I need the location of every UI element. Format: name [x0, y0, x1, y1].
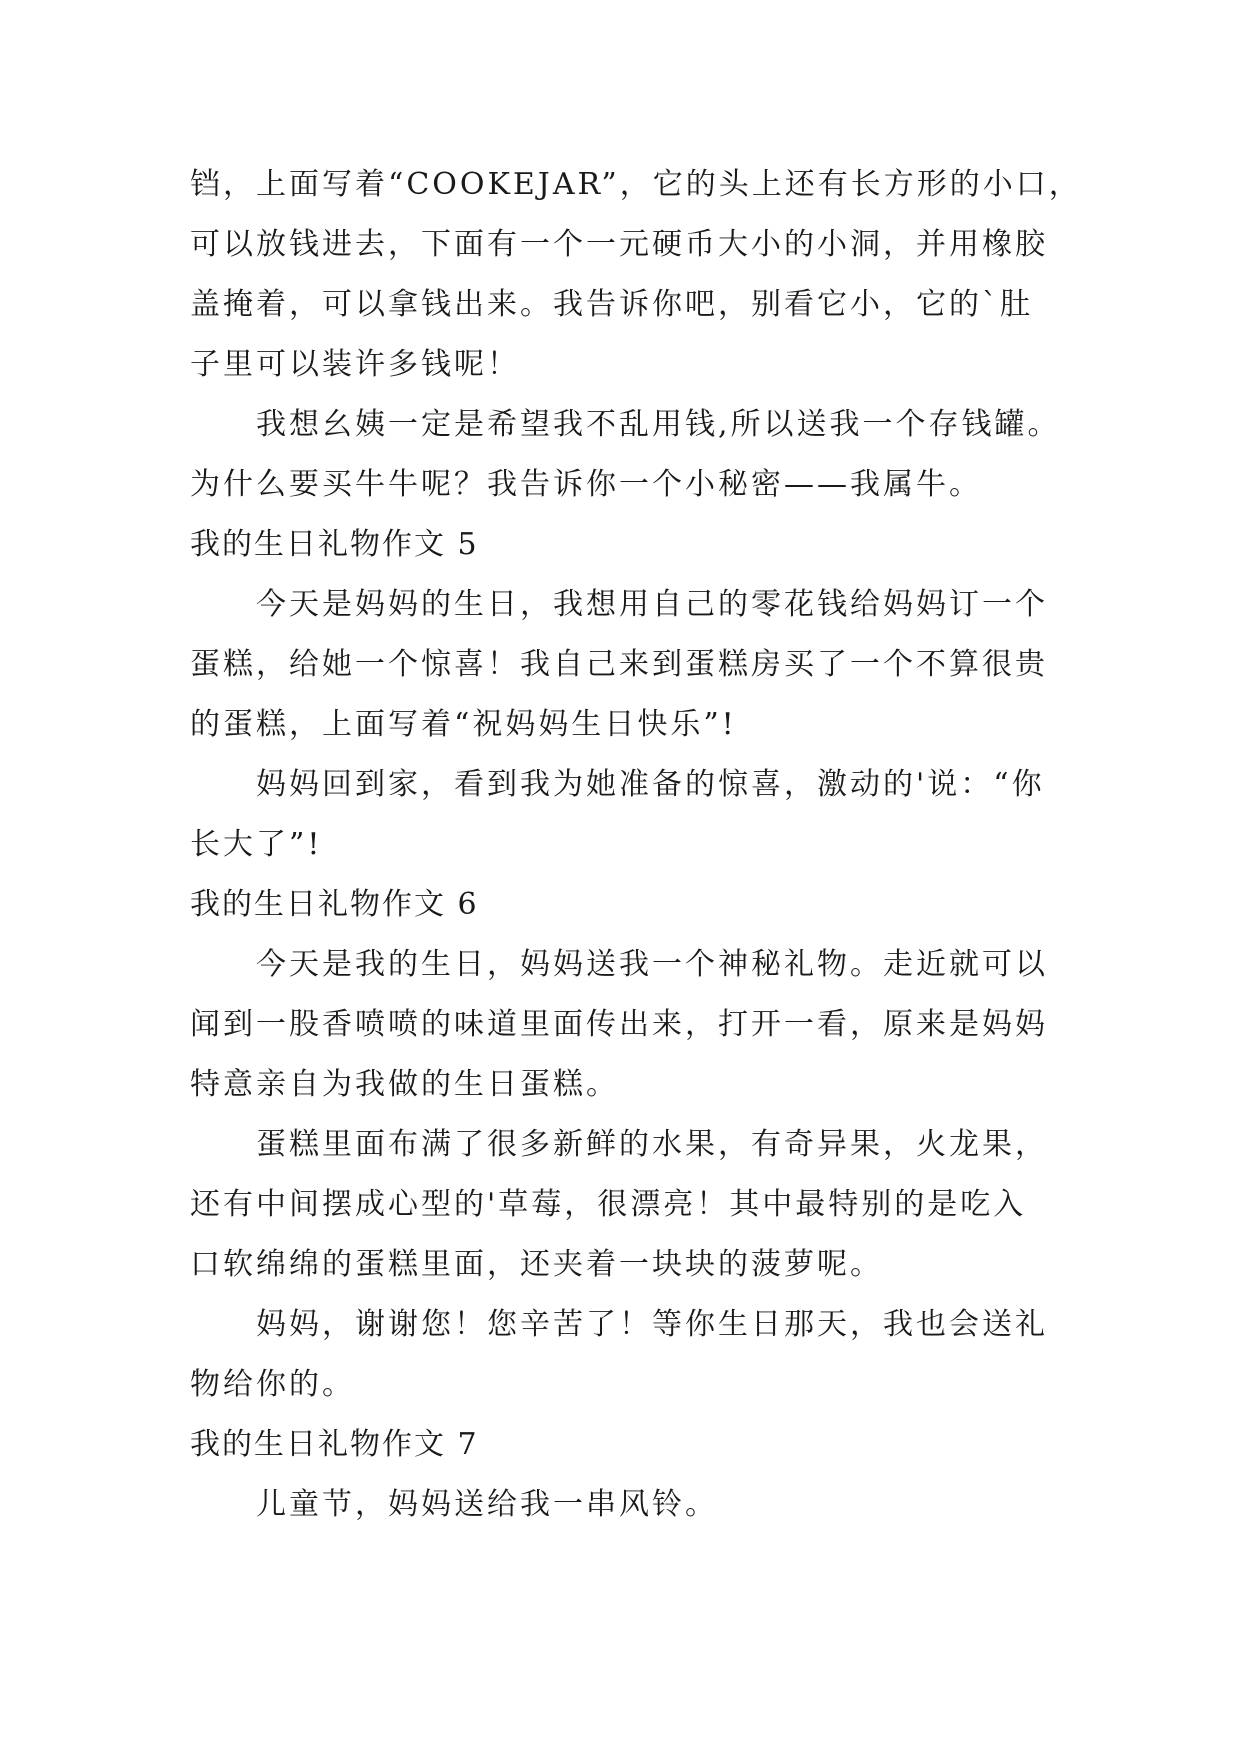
paragraph-line: 长大了”! [190, 827, 323, 862]
paragraph-line: 蛋糕里面布满了很多新鲜的水果，有奇异果，火龙果， [256, 1127, 1048, 1162]
paragraph-line: 铛，上面写着“COOKEJAR”，它的头上还有长方形的小口， [190, 167, 1082, 202]
paragraph-line: 我想幺姨一定是希望我不乱用钱,所以送我一个存钱罐。 [256, 407, 1061, 442]
paragraph-line: 妈妈回到家，看到我为她准备的惊喜，激动的'说：“你 [256, 767, 1045, 802]
paragraph-line: 口软绵绵的蛋糕里面，还夹着一块块的菠萝呢。 [190, 1247, 883, 1282]
paragraph-line: 今天是妈妈的生日，我想用自己的零花钱给妈妈订一个 [256, 587, 1048, 622]
paragraph-line: 为什么要买牛牛呢？我告诉你一个小秘密——我属牛。 [190, 467, 982, 502]
paragraph-line: 儿童节，妈妈送给我一串风铃。 [256, 1487, 718, 1522]
section-heading: 我的生日礼物作文 5 [190, 527, 479, 562]
paragraph-line: 子里可以装许多钱呢！ [190, 347, 520, 382]
paragraph-line: 闻到一股香喷喷的味道里面传出来，打开一看，原来是妈妈 [190, 1007, 1048, 1042]
paragraph-line: 可以放钱进去，下面有一个一元硬币大小的小洞，并用橡胶 [190, 227, 1048, 262]
section-heading: 我的生日礼物作文 7 [190, 1427, 479, 1462]
paragraph-line: 特意亲自为我做的生日蛋糕。 [190, 1067, 619, 1102]
paragraph-line: 的蛋糕，上面写着“祝妈妈生日快乐”! [190, 707, 737, 742]
section-heading: 我的生日礼物作文 6 [190, 887, 479, 922]
document-body [190, 155, 1082, 1535]
paragraph-line: 今天是我的生日，妈妈送我一个神秘礼物。走近就可以 [256, 947, 1048, 982]
paragraph-line: 还有中间摆成心型的'草莓，很漂亮！其中最特别的是吃入 [190, 1187, 1027, 1222]
paragraph-line: 盖掩着，可以拿钱出来。我告诉你吧，别看它小，它的`肚 [190, 287, 1033, 322]
paragraph-line: 物给你的。 [190, 1367, 355, 1402]
paragraph-line: 妈妈，谢谢您！您辛苦了！等你生日那天，我也会送礼 [256, 1307, 1048, 1342]
paragraph-line: 蛋糕，给她一个惊喜！我自己来到蛋糕房买了一个不算很贵 [190, 647, 1048, 682]
